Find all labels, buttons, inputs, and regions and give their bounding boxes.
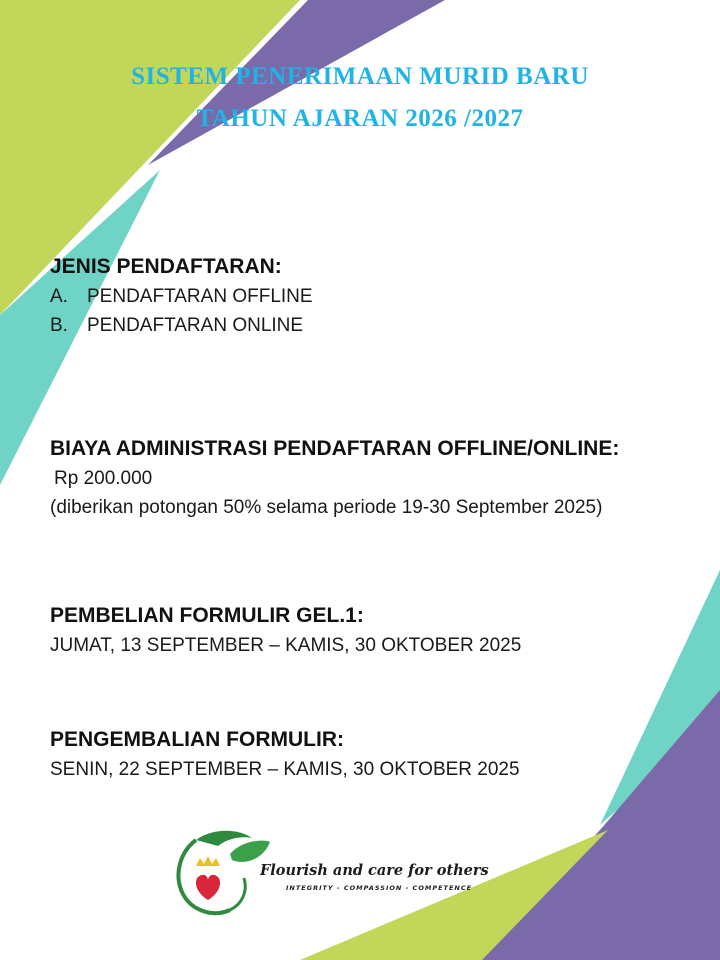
heart-icon [196, 875, 220, 900]
title-line-1: SISTEM PENERIMAAN MURID BARU [131, 63, 589, 90]
registration-item-online [50, 311, 313, 340]
page-title [0, 56, 720, 140]
return-section [50, 725, 520, 784]
registration-item-offline [50, 282, 313, 311]
fee-section [50, 434, 619, 522]
purchase-dates: JUMAT, 13 SEPTEMBER – KAMIS, 30 OKTOBER 2025 [50, 635, 522, 656]
logo-values: INTEGRITY - COMPASSION - COMPETENCE [286, 884, 473, 892]
logo-emblem-icon [172, 828, 272, 924]
fee-amount: Rp 200.000 [54, 468, 153, 489]
purchase-heading: PEMBELIAN FORMULIR GEL.1: [50, 604, 364, 627]
logo-tagline: Flourish and care for others [260, 862, 489, 879]
fee-discount-note: (diberikan potongan 50% selama periode 19-30 September 2025) [50, 497, 603, 518]
list-marker: A. [50, 286, 68, 307]
crown-icon [196, 856, 220, 866]
return-dates: SENIN, 22 SEPTEMBER – KAMIS, 30 OKTOBER 2025 [50, 759, 520, 780]
registration-heading: JENIS PENDAFTARAN: [50, 255, 282, 278]
purchase-section [50, 601, 521, 660]
registration-section [50, 252, 313, 340]
fee-heading: BIAYA ADMINISTRASI PENDAFTARAN OFFLINE/ONLINE: [50, 437, 620, 460]
return-heading: PENGEMBALIAN FORMULIR: [50, 728, 344, 751]
list-item-label: PENDAFTARAN OFFLINE [87, 286, 313, 307]
list-item-label: PENDAFTARAN ONLINE [87, 315, 304, 336]
list-marker: B. [50, 315, 68, 336]
title-line-2: TAHUN AJARAN 2026 /2027 [196, 105, 524, 132]
school-logo [172, 828, 532, 924]
